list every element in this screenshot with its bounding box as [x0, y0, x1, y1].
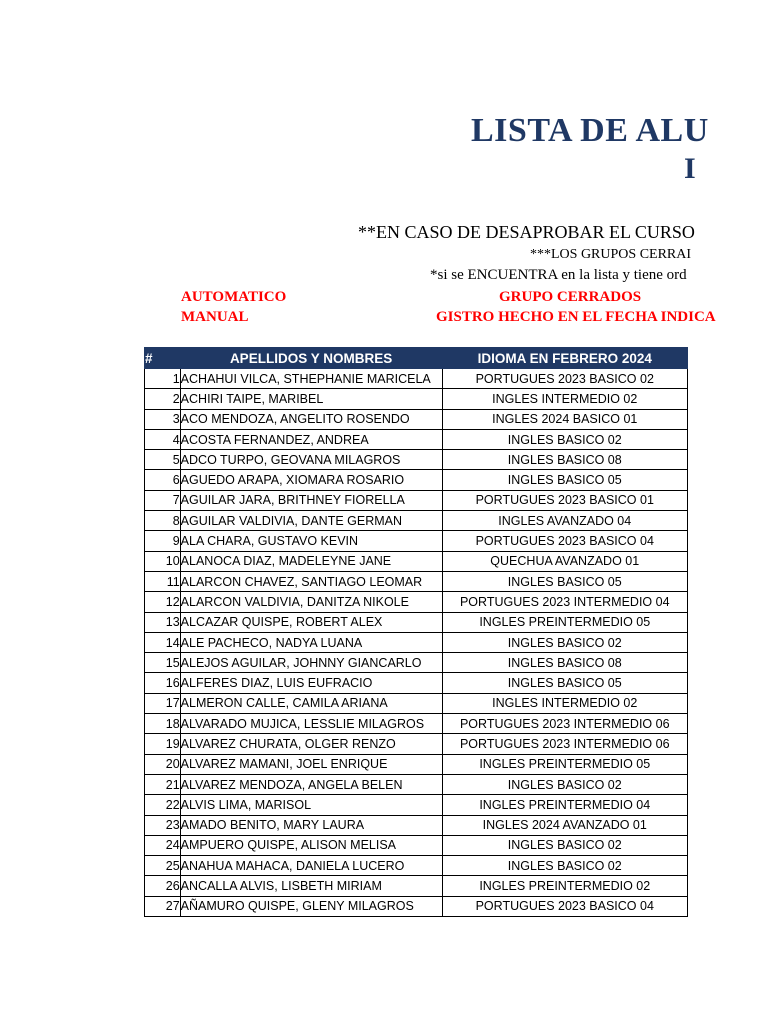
cell-number: 18 — [145, 714, 181, 734]
cell-language: PORTUGUES 2023 INTERMEDIO 06 — [442, 714, 688, 734]
cell-number: 8 — [145, 511, 181, 531]
cell-student-name: ALVIS LIMA, MARISOL — [180, 795, 442, 815]
cell-number: 4 — [145, 429, 181, 449]
cell-language: INGLES PREINTERMEDIO 04 — [442, 795, 688, 815]
cell-student-name: AGUILAR VALDIVIA, DANTE GERMAN — [180, 511, 442, 531]
cell-number: 21 — [145, 774, 181, 794]
notice-order: *si se ENCUENTRA en la lista y tiene ord — [430, 267, 687, 283]
cell-student-name: ACOSTA FERNANDEZ, ANDREA — [180, 429, 442, 449]
cell-language: PORTUGUES 2023 BASICO 02 — [442, 369, 688, 389]
cell-number: 25 — [145, 856, 181, 876]
cell-language: INGLES BASICO 02 — [442, 835, 688, 855]
cell-student-name: ALEJOS AGUILAR, JOHNNY GIANCARLO — [180, 653, 442, 673]
cell-language: PORTUGUES 2023 INTERMEDIO 06 — [442, 734, 688, 754]
cell-number: 5 — [145, 450, 181, 470]
table-row — [145, 450, 688, 470]
table-row — [145, 876, 688, 896]
cell-student-name: AGUILAR JARA, BRITHNEY FIORELLA — [180, 490, 442, 510]
cell-language: INGLES BASICO 05 — [442, 470, 688, 490]
header-language: IDIOMA EN FEBRERO 2024 — [442, 348, 688, 369]
table-row — [145, 612, 688, 632]
cell-number: 1 — [145, 369, 181, 389]
table-row — [145, 653, 688, 673]
table-row — [145, 551, 688, 571]
table-row — [145, 470, 688, 490]
table-row — [145, 511, 688, 531]
cell-number: 13 — [145, 612, 181, 632]
table-row — [145, 632, 688, 652]
cell-number: 24 — [145, 835, 181, 855]
table-row — [145, 835, 688, 855]
table-row — [145, 896, 688, 916]
cell-student-name: ALCAZAR QUISPE, ROBERT ALEX — [180, 612, 442, 632]
cell-student-name: ANAHUA MAHACA, DANIELA LUCERO — [180, 856, 442, 876]
cell-number: 17 — [145, 693, 181, 713]
notice-closed-groups: ***LOS GRUPOS CERRAI — [530, 247, 692, 262]
table-row — [145, 409, 688, 429]
cell-student-name: ALVAREZ MENDOZA, ANGELA BELEN — [180, 774, 442, 794]
cell-student-name: ALE PACHECO, NADYA LUANA — [180, 632, 442, 652]
table-row — [145, 856, 688, 876]
table-row — [145, 673, 688, 693]
cell-language: INGLES PREINTERMEDIO 05 — [442, 612, 688, 632]
cell-number: 26 — [145, 876, 181, 896]
cell-number: 20 — [145, 754, 181, 774]
cell-student-name: ACHAHUI VILCA, STHEPHANIE MARICELA — [180, 369, 442, 389]
cell-student-name: ALA CHARA, GUSTAVO KEVIN — [180, 531, 442, 551]
table-row — [145, 795, 688, 815]
table-row — [145, 815, 688, 835]
cell-student-name: ALVARADO MUJICA, LESSLIE MILAGROS — [180, 714, 442, 734]
table-row — [145, 389, 688, 409]
cell-language: INGLES 2024 BASICO 01 — [442, 409, 688, 429]
cell-student-name: ALANOCA DIAZ, MADELEYNE JANE — [180, 551, 442, 571]
cell-number: 22 — [145, 795, 181, 815]
cell-student-name: ACO MENDOZA, ANGELITO ROSENDO — [180, 409, 442, 429]
cell-language: INGLES 2024 AVANZADO 01 — [442, 815, 688, 835]
cell-student-name: AGUEDO ARAPA, XIOMARA ROSARIO — [180, 470, 442, 490]
cell-number: 12 — [145, 592, 181, 612]
table-row — [145, 571, 688, 591]
cell-language: INGLES BASICO 08 — [442, 653, 688, 673]
cell-language: INGLES PREINTERMEDIO 02 — [442, 876, 688, 896]
cell-language: QUECHUA AVANZADO 01 — [442, 551, 688, 571]
cell-student-name: ALVAREZ CHURATA, OLGER RENZO — [180, 734, 442, 754]
cell-student-name: ADCO TURPO, GEOVANA MILAGROS — [180, 450, 442, 470]
cell-student-name: ACHIRI TAIPE, MARIBEL — [180, 389, 442, 409]
cell-language: PORTUGUES 2023 BASICO 04 — [442, 896, 688, 916]
student-table — [144, 347, 688, 917]
cell-language: INGLES BASICO 02 — [442, 856, 688, 876]
table-row — [145, 714, 688, 734]
cell-number: 19 — [145, 734, 181, 754]
table-row — [145, 734, 688, 754]
cell-number: 6 — [145, 470, 181, 490]
cell-language: INGLES BASICO 02 — [442, 429, 688, 449]
legend-registro: GISTRO HECHO EN EL FECHA INDICA — [436, 309, 716, 325]
cell-number: 14 — [145, 632, 181, 652]
cell-student-name: AMADO BENITO, MARY LAURA — [180, 815, 442, 835]
cell-language: PORTUGUES 2023 BASICO 04 — [442, 531, 688, 551]
header-number: # — [145, 348, 181, 369]
table-row — [145, 369, 688, 389]
cell-student-name: ALFERES DIAZ, LUIS EUFRACIO — [180, 673, 442, 693]
cell-language: INGLES BASICO 05 — [442, 673, 688, 693]
cell-number: 11 — [145, 571, 181, 591]
notice-disapproval: **EN CASO DE DESAPROBAR EL CURSO — [358, 222, 695, 242]
cell-student-name: ALARCON CHAVEZ, SANTIAGO LEOMAR — [180, 571, 442, 591]
header-name: APELLIDOS Y NOMBRES — [180, 348, 442, 369]
legend-manual: MANUAL — [181, 309, 249, 325]
cell-language: INGLES BASICO 02 — [442, 632, 688, 652]
cell-number: 3 — [145, 409, 181, 429]
cell-language: INGLES INTERMEDIO 02 — [442, 389, 688, 409]
legend-grupo-cerrados: GRUPO CERRADOS — [499, 289, 642, 305]
cell-student-name: ALVAREZ MAMANI, JOEL ENRIQUE — [180, 754, 442, 774]
table-row — [145, 429, 688, 449]
table-row — [145, 592, 688, 612]
cell-student-name: AÑAMURO QUISPE, GLENY MILAGROS — [180, 896, 442, 916]
cell-language: INGLES INTERMEDIO 02 — [442, 693, 688, 713]
cell-number: 10 — [145, 551, 181, 571]
table-row — [145, 774, 688, 794]
cell-language: INGLES BASICO 02 — [442, 774, 688, 794]
table-row — [145, 754, 688, 774]
page-subtitle: I — [684, 152, 696, 185]
cell-number: 9 — [145, 531, 181, 551]
cell-number: 15 — [145, 653, 181, 673]
table-header-row — [145, 348, 688, 369]
cell-number: 2 — [145, 389, 181, 409]
cell-language: PORTUGUES 2023 INTERMEDIO 04 — [442, 592, 688, 612]
cell-number: 27 — [145, 896, 181, 916]
cell-student-name: ANCALLA ALVIS, LISBETH MIRIAM — [180, 876, 442, 896]
table-row — [145, 490, 688, 510]
cell-number: 16 — [145, 673, 181, 693]
table-row — [145, 693, 688, 713]
cell-language: INGLES BASICO 08 — [442, 450, 688, 470]
cell-student-name: ALARCON VALDIVIA, DANITZA NIKOLE — [180, 592, 442, 612]
legend-automatico: AUTOMATICO — [181, 289, 287, 305]
page-title: LISTA DE ALU — [471, 112, 709, 149]
cell-language: INGLES PREINTERMEDIO 05 — [442, 754, 688, 774]
cell-student-name: ALMERON CALLE, CAMILA ARIANA — [180, 693, 442, 713]
cell-language: INGLES BASICO 05 — [442, 571, 688, 591]
cell-language: PORTUGUES 2023 BASICO 01 — [442, 490, 688, 510]
table-row — [145, 531, 688, 551]
cell-language: INGLES AVANZADO 04 — [442, 511, 688, 531]
cell-number: 7 — [145, 490, 181, 510]
cell-number: 23 — [145, 815, 181, 835]
cell-student-name: AMPUERO QUISPE, ALISON MELISA — [180, 835, 442, 855]
